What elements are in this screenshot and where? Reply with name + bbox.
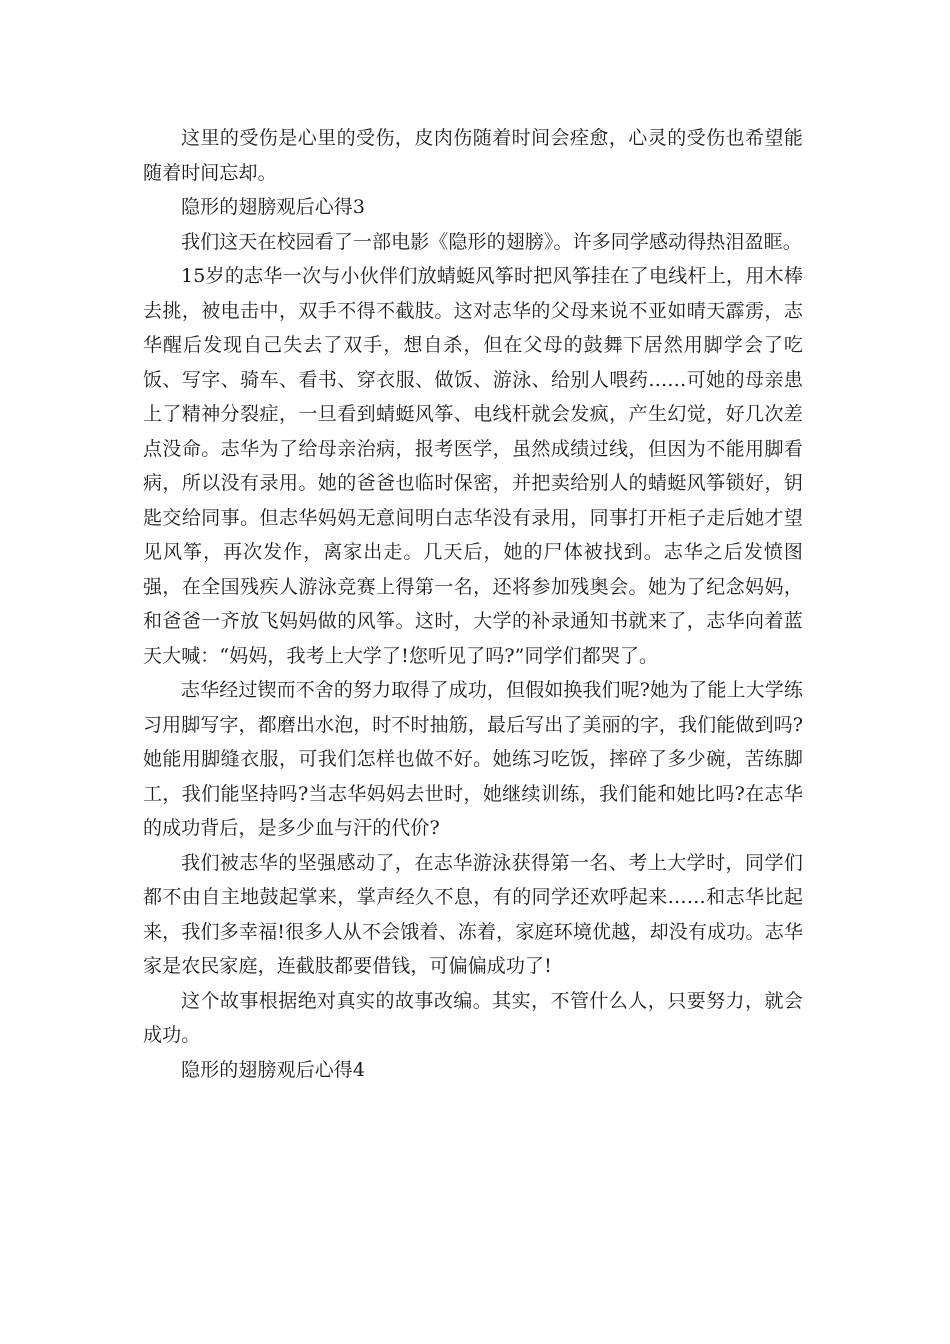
paragraph: 志华经过锲而不舍的努力取得了成功，但假如换我们呢?她为了能上大学练习用脚写字，都磨出水泡，时不时抽筋，最后写出了美丽的字，我们能做到吗?她能用脚缝衣服，可我们怎样也做不好。她练习吃饭，摔碎了多少碗，苦练脚工，我们能坚持吗?当志华妈妈去世时，她继续训练，我们能和她比吗?在志华的成功背后，是多少血与汗的代价?: [143, 679, 803, 839]
paragraph: 这里的受伤是心里的受伤，皮肉伤随着时间会痊愈，心灵的受伤也希望能随着时间忘却。: [143, 127, 803, 184]
paragraph: 我们被志华的坚强感动了，在志华游泳获得第一名、考上大学时，同学们都不由自主地鼓起掌来，掌声经久不息，有的同学还欢呼起来……和志华比起来，我们多幸福!很多人从不会饿着、冻着，家庭环境优越，却没有成功。志华家是农民家庭，连截肢都要借钱，可偏偏成功了!: [143, 851, 803, 977]
paragraph: 15岁的志华一次与小伙伴们放蜻蜓风筝时把风筝挂在了电线杆上，用木棒去挑，被电击中，双手不得不截肢。这对志华的父母来说不亚如晴天霹雳，志华醒后发现自己失去了双手，想自杀，但在父母的鼓舞下居然用脚学会了吃饭、写字、骑车、看书、穿衣服、做饭、游泳、给别人喂药……可她的母亲患上了精神分裂症，一旦看到蜻蜓风筝、电线杆就会发疯，产生幻觉，好几次差点没命。志华为了给母亲治病，报考医学，虽然成绩过线，但因为不能用脚看病，所以没有录用。她的爸爸也临时保密，并把卖给别人的蜻蜓风筝锁好，钥匙交给同事。但志华妈妈无意间明白志华没有录用，同事打开柜子走后她才望见风筝，再次发作，离家出走。几天后，她的尸体被找到。志华之后发愤图强，在全国残疾人游泳竞赛上得第一名，还将参加残奥会。她为了纪念妈妈，和爸爸一齐放飞妈妈做的风筝。这时，大学的补录通知书就来了，志华向着蓝天大喊：“妈妈，我考上大学了!您听见了吗?”同学们都哭了。: [143, 265, 803, 667]
paragraph: 这个故事根据绝对真实的故事改编。其实，不管什么人，只要努力，就会成功。: [143, 989, 803, 1046]
paragraph: 我们这天在校园看了一部电影《隐形的翅膀》。许多同学感动得热泪盈眶。: [181, 230, 802, 253]
section-heading: 隐形的翅膀观后心得4: [181, 1058, 366, 1081]
document-body: [143, 121, 803, 1087]
section-heading: 隐形的翅膀观后心得3: [181, 196, 366, 218]
